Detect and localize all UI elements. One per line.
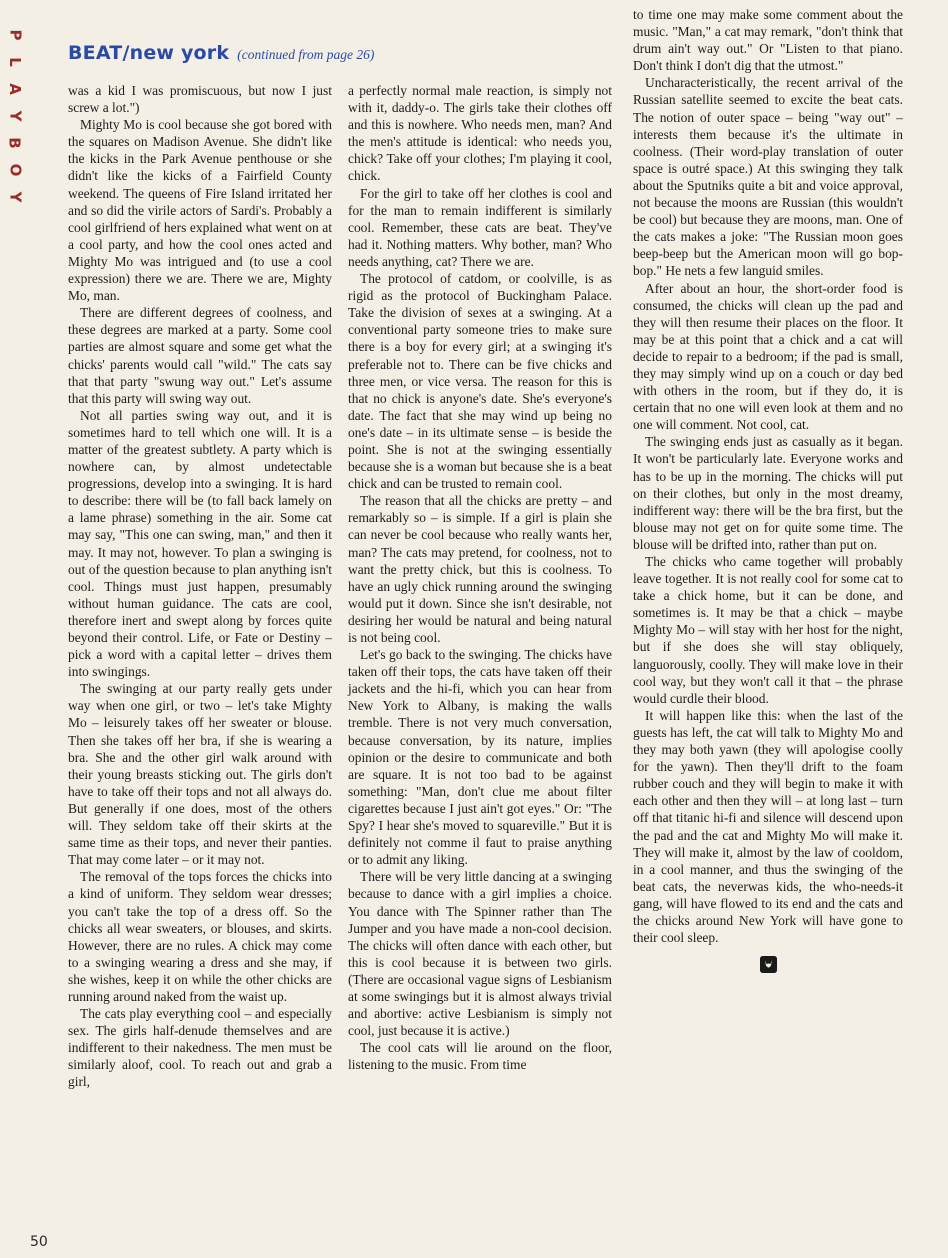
- paragraph: The removal of the tops forces the chicks into a kind of uniform. They seldom wear dresses; you can't take the top of a dress off. So the chicks all wear sweaters, or blouses, and skirts. However, there are no rules. A chick may come to a swinging wearing a dress and she may, if she wishes, keep it on while the other chicks are running around naked from the waist up.: [68, 869, 332, 1004]
- paragraph: The swinging at our party really gets under way when one girl, or two – let's take Mighty Mo – leisurely takes off her sweater or blouse. Then she takes off her bra, if she is wearing a bra. She and the other girl walk around with their young breasts sticking out. The girls don't have to take off their tops and not all always do. But generally if one does, most of the others will. They seldom take off their skirts at the same time as their tops, and never their panties. That may come later – or it may not.: [68, 681, 332, 868]
- paragraph: was a kid I was promiscuous, but now I just screw a lot."): [68, 83, 332, 116]
- paragraph: Mighty Mo is cool because she got bored with the squares on Madison Avenue. She didn't like the kicks in the Park Avenue penthouse or she didn't like the kicks of a Fairfield County weekend. The queens of Fire Island irritated her and so did the virile actors of Sardi's. Probably a cool girlfriend of hers explained what went on at a cool party, and how the cool ones acted and Mighty Mo was intrigued and (to use a cool expression) there we are. There we are, Mighty Mo, man.: [68, 117, 332, 304]
- paragraph: Not all parties swing way out, and it is sometimes hard to tell which one will. It is a matter of the greatest subtlety. A party which is nowhere can, by almost undetectable progressions, develop into a swinging. It is hard to describe: there will be (to fall back lamely on a lame phrase) something in the air. Some cat may say, "This one can swing, man," and then it may. It may not, however. To plan a swinging is out of the question because to plan anything isn't cool. Things must just happen, presumably without human guidance. The cats are cool, therefore inert and swept along by forces quite beyond their control. Life, or Fate or Destiny – pick a word with a capital letter – drives them into swingings.: [68, 407, 332, 680]
- article-header: [68, 42, 628, 64]
- paragraph: For the girl to take off her clothes is cool and for the man to remain indifferent is similarly cool. Remember, these cats are beat. They've had it. Nothing matters. Why bother, man? Who needs anything, cat? There we are.: [348, 185, 612, 269]
- side-brand-letter: O: [5, 163, 24, 177]
- side-brand-letter: A: [5, 83, 24, 95]
- paragraph: Uncharacteristically, the recent arrival of the Russian satellite seemed to excite the beat cats. The notion of outer space – being "way out" – interests them because it's the ultimate in coolness. (Their word-play translation of outer space is outré space.) At this swinging they talk about the Sputniks quite a bit and voice approval, not because the moons are Russian (this wouldn't be cool) but because they are moons, man. One of the cats makes a joke: "The Russian moon goes beep-beep but the American moon will go bop-bop." He nets a few languid smiles.: [633, 75, 903, 279]
- paragraph: There will be very little dancing at a swinging because to dance with a girl implies a choice. You dance with The Spinner rather than The Jumper and you have made a non-cool decision. The chicks will often dance with each other, but this is cool because it is between two girls. (There are occasional vague signs of Lesbianism at some swingings but it is almost always trivial and abortive: active Lesbianism is simply not cool, just because it is active.): [348, 869, 612, 1039]
- paragraph: The reason that all the chicks are pretty – and remarkably so – is simple. If a girl is plain she can never be cool because who really wants her, man? The cats may pretend, for coolness, not to want the pretty chick, but this is coolness. To have an ugly chick running around the swinging would put it down. Since she isn't desirable, not desiring her would be natural and being natural is not being cool.: [348, 493, 612, 645]
- paragraph: After about an hour, the short-order food is consumed, the chicks will clean up the pad and they will then resume their places on the floor. It may be at this point that a chick and a cat will decide to repair to a bedroom; if the pad is small, they may simply wind up on a couch or day bed with others in the room, but if they do, it is certain that no one will even look at them and no one will comment. Not cool, cat.: [633, 280, 903, 433]
- text-column-3: [633, 6, 903, 973]
- side-brand-letter: Y: [6, 191, 24, 203]
- paragraph: There are different degrees of coolness, and these degrees are marked at a party. Some cool parties are almost square and some get what the chicks' parents would call "wild." The cats say that that party "swung way out." Let's assume that this party will swing way out.: [68, 305, 332, 406]
- paragraph: The cats play everything cool – and especially sex. The girls half-denude themselves and are indifferent to their nakedness. The men must be similarly aloof, cool. To reach out and grab a girl,: [68, 1006, 332, 1090]
- paragraph: The swinging ends just as casually as it began. It won't be particularly late. Everyone works and has to be up in the morning. The chicks will put on their clothes, but only in the most dreamy, indifferent way: there will be the bra first, but the blouse may not get on for quite some time. The blouse will be drifted into, rather than put on.: [633, 434, 903, 552]
- paragraph: to time one may make some comment about the music. "Man," a cat may remark, "don't think that drum ain't way out." Or "Listen to that piano. Don't think I don't dig that the utmost.": [633, 7, 903, 74]
- rabbit-head-icon: [760, 956, 777, 973]
- text-column-2: [348, 82, 612, 1073]
- side-brand-letter: P: [6, 29, 24, 41]
- side-brand-letter: Y: [6, 110, 24, 122]
- text-column-1: [68, 82, 332, 1091]
- paragraph: It will happen like this: when the last of the guests has left, the cat will talk to Mighty Mo and they may both yawn (they will apologise coolly for the yawn). Then they'll drift to the foam rubber couch and they will begin to make it with each other and then they will – at long last – turn off that titanic hi-fi and silence will descend upon the pad and the cat and Mighty Mo will make it. They will make it, almost by the law of cooldom, in a cool manner, and thus the swinging of the beat cats, the neverwas kids, the who-needs-it gang, will have flowed to its end and the cats and the chicks around New York will have gone to their cool sleep.: [633, 707, 903, 946]
- paragraph: The chicks who came together will probably leave together. It is not really cool for some cat to take a chick home, but it can be done, and sometimes is. It may be that a chick – maybe Mighty Mo – will stay with her host for the night, but if she does she will stay obliquely, languorously, coolly. They will make love in their cool way, but they won't call it that – the phrase would curdle their blood.: [633, 554, 903, 706]
- paragraph: The protocol of catdom, or coolville, is as rigid as the protocol of Buckingham Palace. Take the division of sexes at a swinging. At a conventional party someone tries to make sure there is a boy for every girl; at a swinging it's preferable not to. There can be five chicks and three men, or vice versa. The reason for this is that no chick is anyone's date. She's everyone's date. The fact that she may wind up being no one's date – in its ultimate sense – is beside the point. She is not at the swinging essentially because she is a woman but because she is a beat chick and can be trusted to remain cool.: [348, 271, 612, 492]
- continued-note: (continued from page 26): [237, 47, 375, 62]
- paragraph: a perfectly normal male reaction, is simply not with it, daddy-o. The girls take their clothes off and this is nowhere. Who needs men, man? And the men's attitude is identical: who needs you, chick? Take off your clothes; I'm playing it cool, chick.: [348, 83, 612, 184]
- paragraph: The cool cats will lie around on the floor, listening to the music. From time: [348, 1040, 612, 1073]
- side-brand-letter: B: [6, 137, 24, 149]
- side-brand-letter: L: [6, 57, 24, 67]
- section-title: BEAT/new york: [68, 42, 230, 64]
- side-brand-playboy: [4, 26, 26, 206]
- paragraph: Let's go back to the swinging. The chicks have taken off their tops, the cats have taken off their jackets and the hi-fi, which you can hear from New York to Albany, is making the walls tremble. There is not very much conversation, because conversation, by its nature, implies opinion or the desire to communicate and both are square. It is not too bad to be against something: "Man, don't clue me about filter cigarettes because I just ain't got eyes." Or: "The Spy? I hear she's moved to squareville." But it is definitely not comme il faut to praise anything or to admit any liking.: [348, 647, 612, 868]
- page-number: 50: [30, 1234, 48, 1250]
